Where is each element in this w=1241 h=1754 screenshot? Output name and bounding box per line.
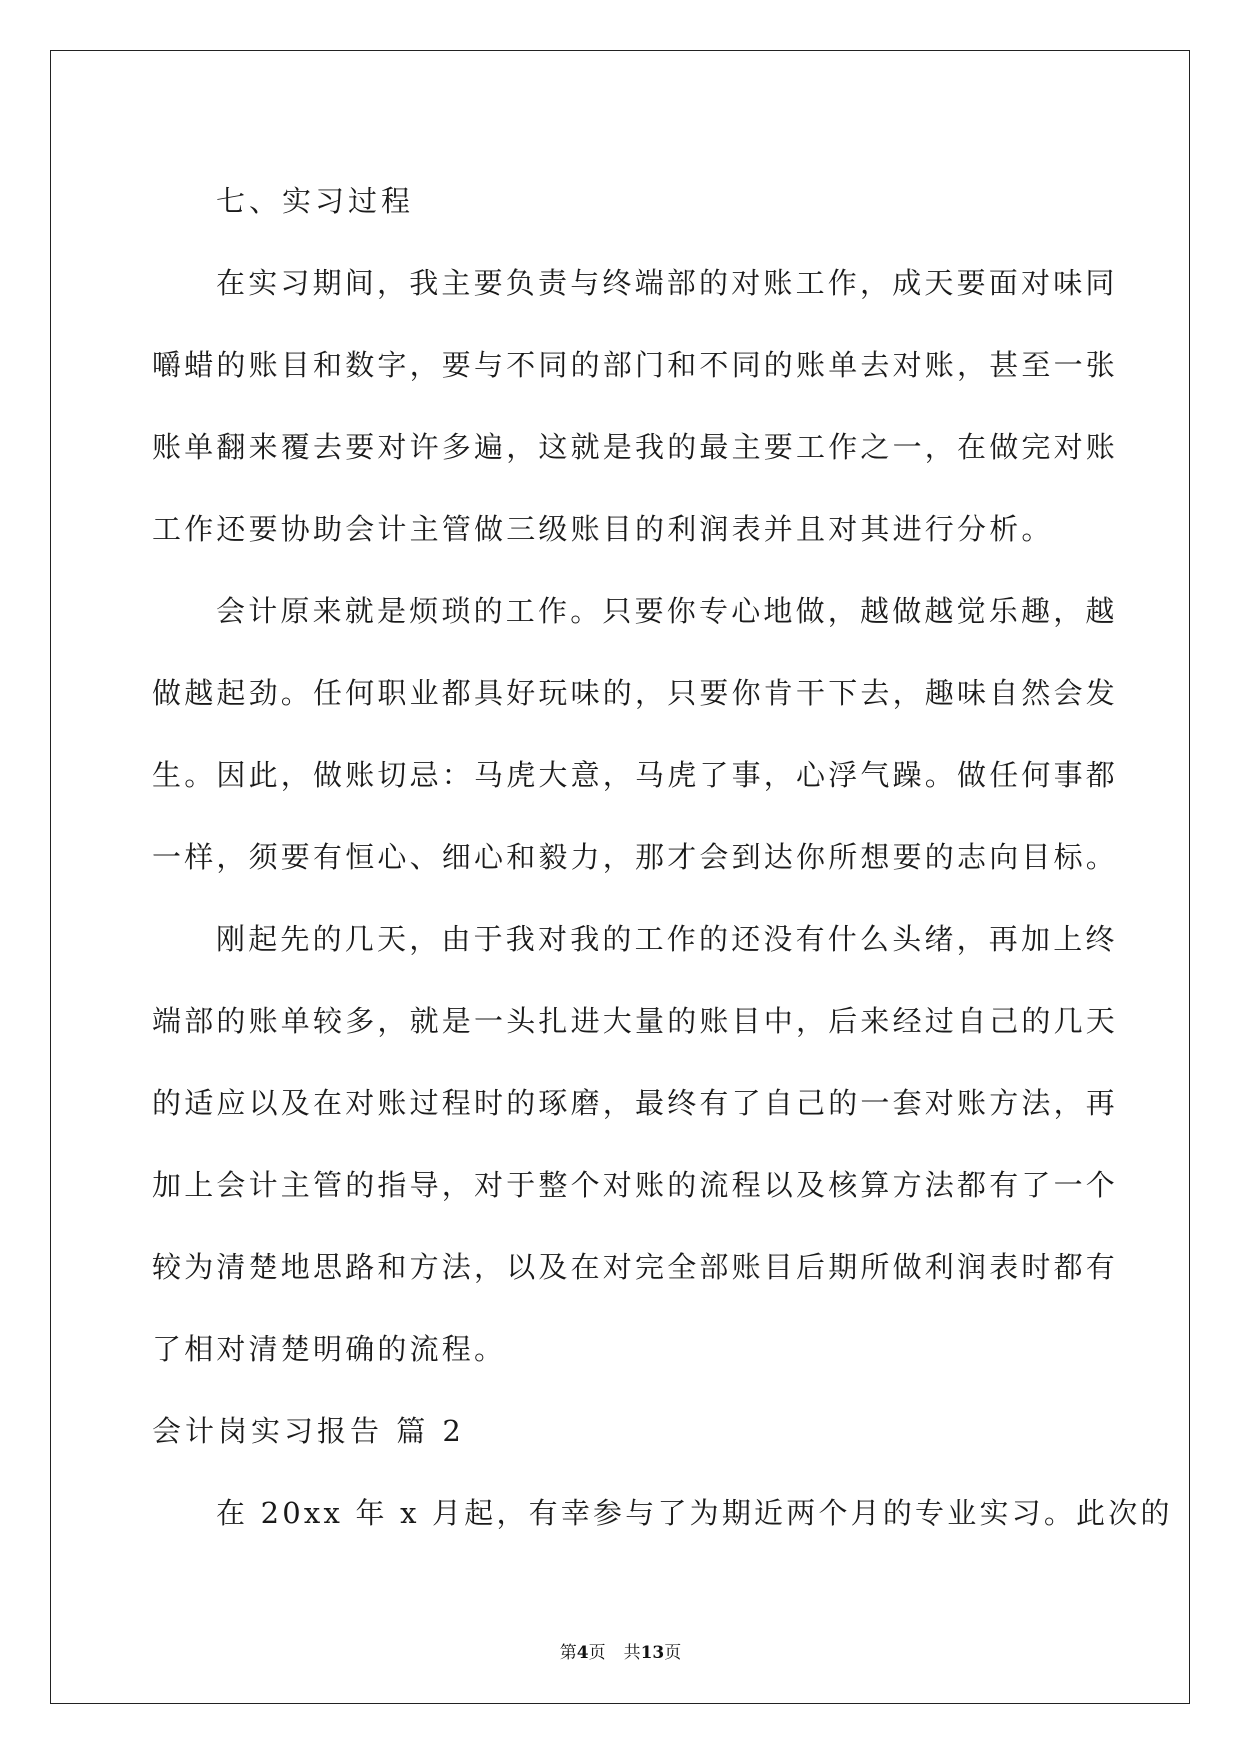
text-line: 刚起先的几天，由于我对我的工作的还没有什么头绪，再加上终 xyxy=(216,922,1118,956)
text-line: 端部的账单较多，就是一头扎进大量的账目中，后来经过自己的几天 xyxy=(152,1004,1119,1038)
section-heading: 会计岗实习报告 篇 2 xyxy=(152,1414,465,1448)
page-footer xyxy=(0,1638,1241,1663)
footer-page-suffix: 页 xyxy=(588,1643,606,1663)
footer-total-suffix: 页 xyxy=(664,1643,682,1663)
text-line: 较为清楚地思路和方法，以及在对完全部账目后期所做利润表时都有 xyxy=(152,1250,1119,1284)
text-line: 在 20xx 年 x 月起，有幸参与了为期近两个月的专业实习。此次的 xyxy=(216,1496,1173,1530)
text-line: 生。因此，做账切忌：马虎大意，马虎了事，心浮气躁。做任何事都 xyxy=(152,758,1119,792)
text-line: 工作还要协助会计主管做三级账目的利润表并且对其进行分析。 xyxy=(152,512,1054,546)
text-line: 了相对清楚明确的流程。 xyxy=(152,1332,507,1366)
text-line: 会计原来就是烦琐的工作。只要你专心地做，越做越觉乐趣，越 xyxy=(216,594,1118,628)
footer-total-prefix: 共 xyxy=(623,1643,641,1663)
text-line: 的适应以及在对账过程时的琢磨，最终有了自己的一套对账方法，再 xyxy=(152,1086,1119,1120)
text-line: 一样，须要有恒心、细心和毅力，那才会到达你所想要的志向目标。 xyxy=(152,840,1119,874)
text-line: 加上会计主管的指导，对于整个对账的流程以及核算方法都有了一个 xyxy=(152,1168,1119,1202)
text-line: 账单翻来覆去要对许多遍，这就是我的最主要工作之一，在做完对账 xyxy=(152,430,1119,464)
text-line: 做越起劲。任何职业都具好玩味的，只要你肯干下去，趣味自然会发 xyxy=(152,676,1119,710)
footer-total-pages: 13 xyxy=(640,1643,665,1663)
document-body xyxy=(152,160,1173,1554)
text-line: 七、实习过程 xyxy=(216,184,415,218)
text-line: 嚼蜡的账目和数字，要与不同的部门和不同的账单去对账，甚至一张 xyxy=(152,348,1119,382)
footer-page-number: 4 xyxy=(576,1643,589,1663)
text-line: 在实习期间，我主要负责与终端部的对账工作，成天要面对味同 xyxy=(216,266,1118,300)
footer-page-prefix: 第 xyxy=(559,1643,577,1663)
